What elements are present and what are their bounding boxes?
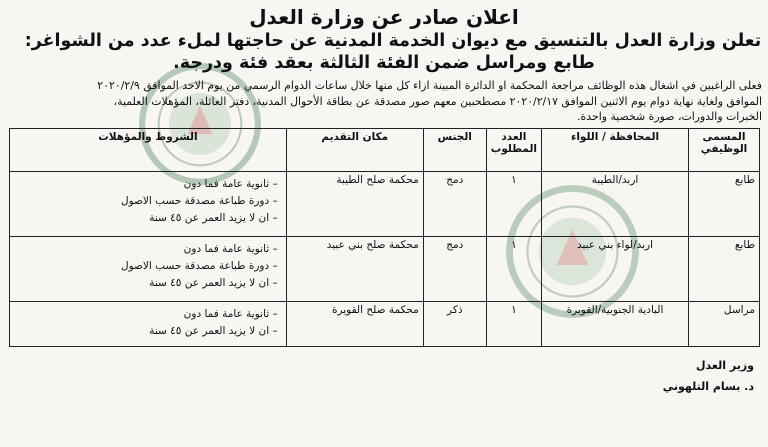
cell-place: محكمة صلح القويرة xyxy=(286,301,423,346)
announcement-subtitle: تعلن وزارة العدل بالتنسيق مع ديوان الخدمة المدنية عن حاجتها لملء عدد من الشواغر: xyxy=(24,31,762,51)
cell-title: طابع xyxy=(689,171,760,236)
intro-line: الخبرات والدورات، صورة شخصية واحدة. xyxy=(577,110,762,123)
table-row xyxy=(10,171,760,236)
table-row xyxy=(10,236,760,301)
cell-conditions xyxy=(10,236,287,301)
table-row xyxy=(10,301,760,346)
condition-item: – دورة طباعة مصدقة حسب الاصول xyxy=(14,258,278,275)
signature-role: وزير العدل xyxy=(696,358,754,372)
intro-paragraph xyxy=(6,78,762,125)
vacancies-table xyxy=(9,128,760,347)
signature-name: د. بسام التلهوني xyxy=(662,379,754,393)
intro-line: الموافق ولغاية نهاية دوام يوم الاثنين الموافق ٢٠٢٠/٢/١٧ مصطحبين معهم صور مصدقة عن بطاقة الأحوال المدنية، دفتر العائلة، المؤهلات العلمية، xyxy=(113,94,762,108)
cell-count: ١ xyxy=(486,171,541,236)
cell-gender: دمج xyxy=(423,236,486,301)
announcement-positions: طابع ومراسل ضمن الفئة الثالثة بعقد فئة ودرجة. xyxy=(173,53,595,73)
cell-governorate: اربد/الطيبة xyxy=(542,171,689,236)
intro-line: فعلى الراغبين في اشغال هذه الوظائف مراجعة المحكمة او الدائرة المبينة ازاء كل منها خلال ساعات الدوام الرسمي من يوم الاحد الموافق ٢٠٢٠/٢/٩ xyxy=(97,79,762,92)
cell-conditions xyxy=(10,301,287,346)
header-count: العدد المطلوب xyxy=(486,128,541,171)
cell-place: محكمة صلح بني عبيد xyxy=(286,236,423,301)
cell-gender: ذكر xyxy=(423,301,486,346)
header-governorate: المحافظة / اللواء xyxy=(542,128,689,171)
condition-item: – ان لا يزيد العمر عن ٤٥ سنة xyxy=(14,323,278,340)
condition-item: – دورة طباعة مصدقة حسب الاصول xyxy=(14,193,278,210)
cell-gender: دمج xyxy=(423,171,486,236)
condition-item: – ثانوية عامة فما دون xyxy=(14,306,278,323)
signature-block xyxy=(0,355,754,397)
header-place: مكان التقديم xyxy=(286,128,423,171)
header-gender: الجنس xyxy=(423,128,486,171)
cell-title: طابع xyxy=(689,236,760,301)
cell-place: محكمة صلح الطيبة xyxy=(286,171,423,236)
cell-conditions xyxy=(10,171,287,236)
condition-item: – ثانوية عامة فما دون xyxy=(14,241,278,258)
cell-governorate: البادية الجنوبية/القويرة xyxy=(542,301,689,346)
cell-governorate: اربد/لواء بني عبيد xyxy=(542,236,689,301)
header-title: المسمى الوظيفي xyxy=(689,128,760,171)
condition-item: – ان لا يزيد العمر عن ٤٥ سنة xyxy=(14,210,278,227)
table-header-row xyxy=(10,128,760,171)
condition-item: – ان لا يزيد العمر عن ٤٥ سنة xyxy=(14,275,278,292)
header-conditions: الشروط والمؤهلات xyxy=(10,128,287,171)
announcement-title: اعلان صادر عن وزارة العدل xyxy=(249,5,519,29)
cell-count: ١ xyxy=(486,301,541,346)
cell-count: ١ xyxy=(486,236,541,301)
cell-title: مراسل xyxy=(689,301,760,346)
condition-item: – ثانوية عامة فما دون xyxy=(14,176,278,193)
